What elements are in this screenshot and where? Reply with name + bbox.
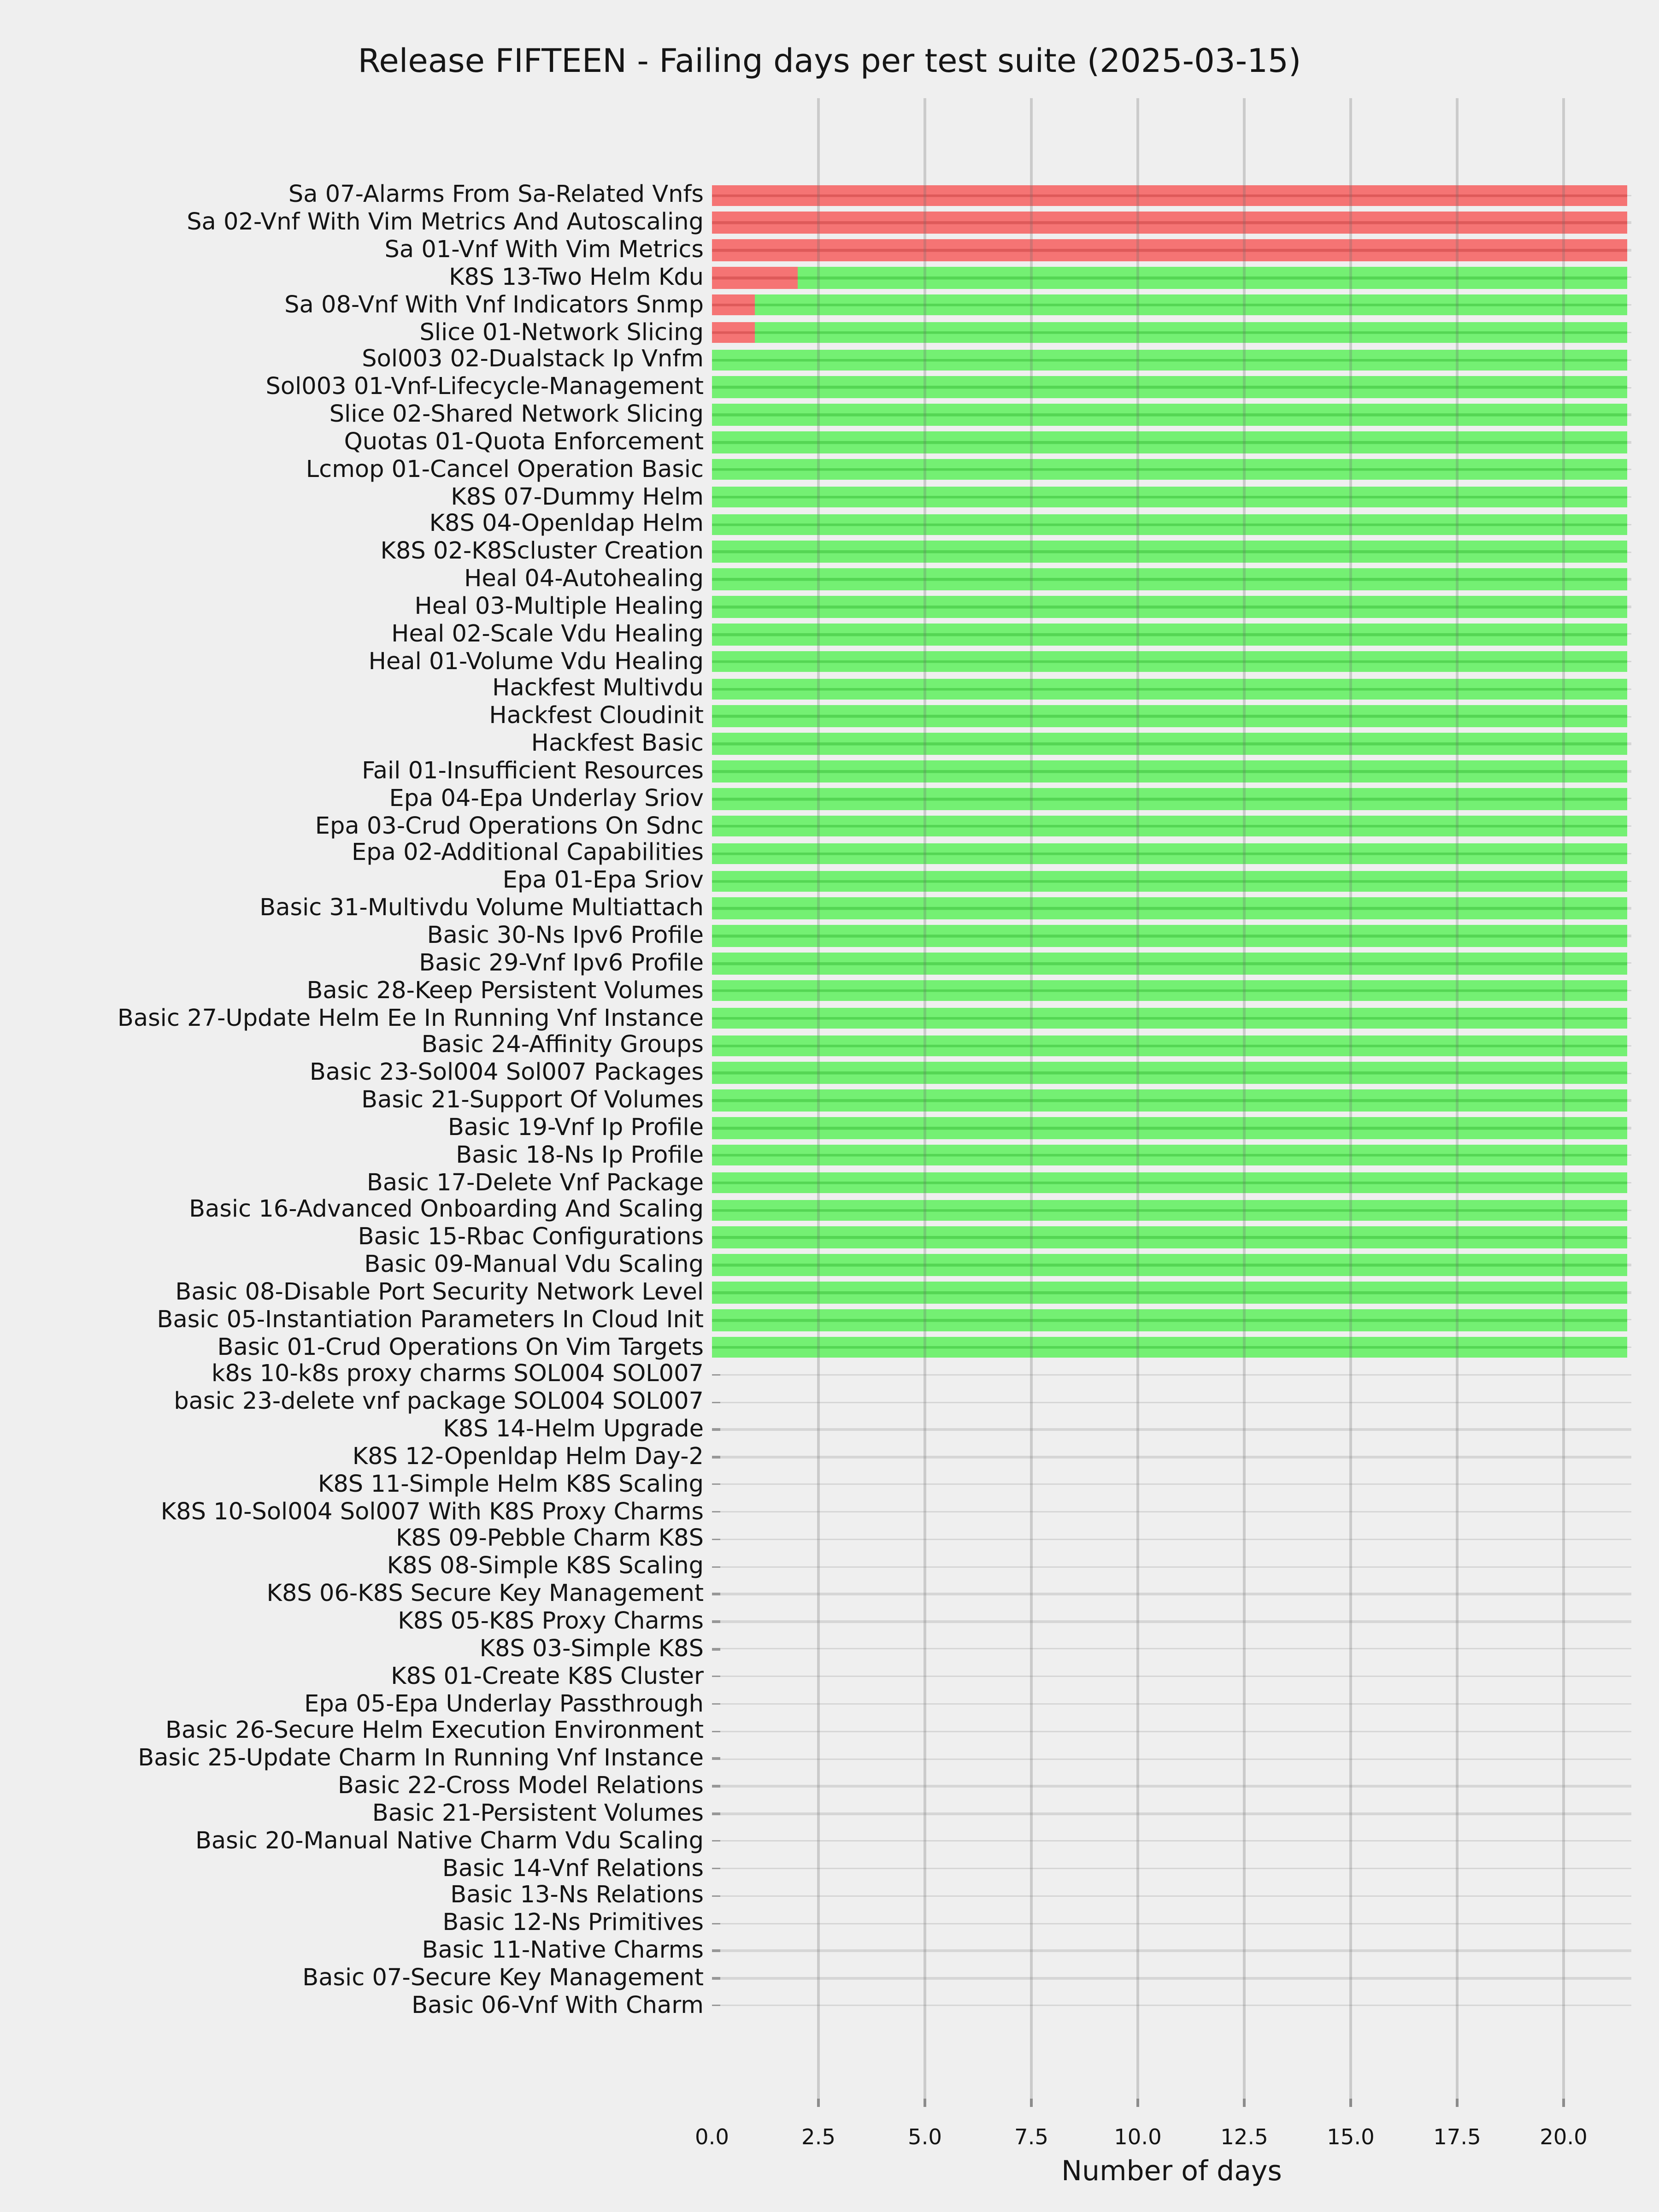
- suite-label: K8S 10-Sol004 Sol007 With K8S Proxy Charms: [160, 1498, 704, 1526]
- x-gridline: [1563, 98, 1565, 2107]
- suite-label: Basic 19-Vnf Ip Profile: [447, 1114, 704, 1142]
- bar-passing-segment: [712, 815, 1628, 837]
- y-gridline: [712, 1950, 1631, 1952]
- bar-passing-segment: [797, 267, 1628, 288]
- x-gridline: [1137, 98, 1139, 2107]
- y-gridline: [712, 1648, 1631, 1650]
- bar-passing-segment: [754, 322, 1627, 343]
- suite-label: Basic 30-Ns Ipv6 Profile: [427, 922, 704, 950]
- bar-passing-segment: [712, 788, 1628, 810]
- suite-label: Basic 08-Disable Port Security Network Level: [175, 1278, 704, 1306]
- suite-label: Lcmop 01-Cancel Operation Basic: [306, 456, 704, 484]
- suite-label: Basic 13-Ns Relations: [450, 1882, 704, 1910]
- y-tick-mark: [712, 1895, 720, 1897]
- y-gridline: [712, 2005, 1631, 2006]
- x-tick-label: 0.0: [695, 2125, 729, 2150]
- y-gridline: [712, 1566, 1631, 1568]
- y-tick-mark: [712, 1676, 720, 1677]
- x-axis-label: Number of days: [1061, 2154, 1282, 2187]
- bar-passing-segment: [712, 1200, 1628, 1221]
- y-gridline: [712, 1374, 1631, 1376]
- suite-label: basic 23-delete vnf package SOL004 SOL007: [174, 1388, 704, 1416]
- y-gridline: [712, 1895, 1631, 1897]
- suite-label: Fail 01-Insufficient Resources: [362, 757, 704, 785]
- x-gridline: [924, 98, 926, 2107]
- y-tick-mark: [712, 1840, 720, 1842]
- y-gridline: [712, 1813, 1631, 1815]
- x-gridline: [1243, 98, 1245, 2107]
- bar-passing-segment: [712, 1254, 1628, 1276]
- suite-label: Basic 15-Rbac Configurations: [358, 1224, 704, 1252]
- y-gridline: [712, 1923, 1631, 1924]
- y-gridline: [712, 1621, 1631, 1623]
- y-tick-mark: [712, 2005, 720, 2006]
- bar-passing-segment: [712, 514, 1628, 535]
- bar-failing-segment: [712, 322, 754, 343]
- x-gridline: [1456, 98, 1458, 2107]
- y-tick-mark: [712, 1511, 720, 1513]
- bar-passing-segment: [712, 1172, 1628, 1194]
- y-gridline: [712, 1840, 1631, 1842]
- x-tick-label: 7.5: [1014, 2125, 1048, 2150]
- suite-label: Heal 04-Autohealing: [464, 565, 704, 594]
- bar-passing-segment: [712, 377, 1628, 398]
- x-tick-label: 10.0: [1114, 2125, 1162, 2150]
- bar-passing-segment: [712, 624, 1628, 645]
- y-tick-mark: [712, 1429, 720, 1430]
- suite-label: Hackfest Multivdu: [492, 675, 704, 703]
- x-tick-label: 20.0: [1540, 2125, 1588, 2150]
- x-tick-label: 12.5: [1220, 2125, 1268, 2150]
- y-tick-mark: [712, 1456, 720, 1458]
- y-tick-mark: [712, 1703, 720, 1705]
- y-tick-mark: [712, 1593, 720, 1595]
- suite-label: K8S 05-K8S Proxy Charms: [398, 1607, 704, 1635]
- suite-label: Basic 09-Manual Vdu Scaling: [364, 1251, 704, 1279]
- y-tick-mark: [712, 1758, 720, 1759]
- y-tick-mark: [712, 1401, 720, 1403]
- suite-label: Basic 07-Secure Key Management: [302, 1964, 704, 1992]
- suite-label: Epa 05-Epa Underlay Passthrough: [304, 1690, 704, 1718]
- y-gridline: [712, 1785, 1631, 1787]
- suite-label: Basic 26-Secure Helm Execution Environment: [165, 1717, 704, 1745]
- suite-label: Basic 31-Multivdu Volume Multiattach: [259, 894, 704, 923]
- bar-passing-segment: [712, 486, 1628, 508]
- suite-label: K8S 09-Pebble Charm K8S: [395, 1525, 704, 1553]
- suite-label: Hackfest Basic: [531, 730, 704, 758]
- bar-passing-segment: [712, 459, 1628, 481]
- suite-label: K8S 12-Openldap Helm Day-2: [352, 1443, 704, 1471]
- y-gridline: [712, 1977, 1631, 1979]
- suite-label: Slice 02-Shared Network Slicing: [329, 401, 704, 429]
- bar-passing-segment: [712, 678, 1628, 700]
- y-gridline: [712, 1593, 1631, 1595]
- suite-label: Sol003 02-Dualstack Ip Vnfm: [362, 346, 704, 374]
- bar-passing-segment: [712, 925, 1628, 947]
- suite-label: Basic 28-Keep Persistent Volumes: [306, 977, 704, 1005]
- bar-passing-segment: [712, 706, 1628, 727]
- y-gridline: [712, 1456, 1631, 1458]
- bar-passing-segment: [712, 1336, 1628, 1358]
- y-tick-mark: [712, 1374, 720, 1376]
- bar-passing-segment: [754, 294, 1627, 316]
- plot-area: [712, 98, 1631, 2107]
- y-tick-mark: [712, 1785, 720, 1787]
- bar-passing-segment: [712, 404, 1628, 426]
- suite-label: K8S 13-Two Helm Kdu: [449, 264, 704, 292]
- bar-passing-segment: [712, 1062, 1628, 1084]
- bar-passing-segment: [712, 1282, 1628, 1303]
- bar-passing-segment: [712, 1309, 1628, 1331]
- suite-label: Basic 20-Manual Native Charm Vdu Scaling: [195, 1827, 704, 1855]
- suite-label: K8S 14-Helm Upgrade: [443, 1416, 704, 1444]
- suite-label: Basic 11-Native Charms: [422, 1937, 704, 1965]
- bar-passing-segment: [712, 431, 1628, 453]
- suite-label: Epa 04-Epa Underlay Sriov: [389, 785, 704, 813]
- suite-label: Basic 16-Advanced Onboarding And Scaling: [189, 1196, 704, 1224]
- y-gridline: [712, 1401, 1631, 1403]
- suite-label: K8S 04-Openldap Helm: [429, 511, 704, 539]
- suite-label: K8S 06-K8S Secure Key Management: [266, 1580, 704, 1608]
- y-gridline: [712, 1511, 1631, 1513]
- bar-passing-segment: [712, 953, 1628, 974]
- suite-label: Basic 21-Persistent Volumes: [372, 1800, 704, 1828]
- y-tick-mark: [712, 1867, 720, 1869]
- suite-label: Sa 08-Vnf With Vnf Indicators Snmp: [284, 291, 704, 319]
- bar-passing-segment: [712, 596, 1628, 618]
- chart-title: Release FIFTEEN - Failing days per test suite (2025-03-15): [358, 41, 1301, 80]
- x-tick-label: 5.0: [908, 2125, 942, 2150]
- bar-passing-segment: [712, 1117, 1628, 1139]
- suite-label: Epa 02-Additional Capabilities: [352, 840, 704, 868]
- suite-label: Basic 21-Support Of Volumes: [361, 1087, 704, 1115]
- suite-label: K8S 08-Simple K8S Scaling: [387, 1553, 704, 1581]
- y-gridline: [712, 1758, 1631, 1760]
- y-tick-mark: [712, 1812, 720, 1814]
- y-gridline: [712, 1483, 1631, 1485]
- bar-passing-segment: [712, 1007, 1628, 1029]
- bar-passing-segment: [712, 349, 1628, 371]
- suite-label: K8S 07-Dummy Helm: [451, 483, 704, 511]
- suite-label: Basic 25-Update Charm In Running Vnf Instance: [138, 1745, 704, 1773]
- suite-label: Quotas 01-Quota Enforcement: [344, 428, 704, 456]
- y-gridline: [712, 1703, 1631, 1705]
- suite-label: Sa 02-Vnf With Vim Metrics And Autoscaling: [187, 209, 704, 237]
- suite-label: Epa 03-Crud Operations On Sdnc: [315, 812, 704, 840]
- y-tick-mark: [712, 1538, 720, 1540]
- y-gridline: [712, 1730, 1631, 1732]
- x-gridline: [1030, 98, 1032, 2107]
- y-gridline: [712, 1538, 1631, 1540]
- bar-failing-segment: [712, 212, 1628, 234]
- suite-label: Basic 14-Vnf Relations: [442, 1854, 704, 1883]
- x-tick-label: 2.5: [801, 2125, 835, 2150]
- y-tick-mark: [712, 1730, 720, 1732]
- bar-passing-segment: [712, 898, 1628, 919]
- suite-label: Heal 02-Scale Vdu Healing: [391, 620, 704, 648]
- suite-label: Basic 23-Sol004 Sol007 Packages: [309, 1059, 704, 1087]
- y-tick-mark: [712, 1483, 720, 1485]
- x-tick-label: 15.0: [1327, 2125, 1375, 2150]
- bar-failing-segment: [712, 267, 797, 288]
- bar-failing-segment: [712, 240, 1628, 261]
- suite-label: Basic 24-Affinity Groups: [421, 1031, 704, 1059]
- bar-passing-segment: [712, 1035, 1628, 1057]
- suite-label: Heal 03-Multiple Healing: [414, 593, 704, 621]
- y-gridline: [712, 1868, 1631, 1870]
- suite-label: Heal 01-Volume Vdu Healing: [368, 647, 704, 676]
- suite-label: Basic 22-Cross Model Relations: [337, 1772, 704, 1800]
- bar-passing-segment: [712, 980, 1628, 1002]
- bar-passing-segment: [712, 871, 1628, 892]
- suite-label: Basic 01-Crud Operations On Vim Targets: [217, 1333, 704, 1361]
- suite-label: Slice 01-Network Slicing: [419, 318, 704, 347]
- x-tick-label: 17.5: [1433, 2125, 1481, 2150]
- suite-label: Sa 07-Alarms From Sa-Related Vnfs: [288, 181, 704, 209]
- y-gridline: [712, 1676, 1631, 1677]
- suite-label: K8S 01-Create K8S Cluster: [391, 1662, 704, 1690]
- suite-label: Basic 12-Ns Primitives: [442, 1909, 704, 1937]
- suite-label: K8S 11-Simple Helm K8S Scaling: [318, 1471, 704, 1499]
- suite-label: Basic 06-Vnf With Charm: [412, 1992, 704, 2020]
- suite-label: Sa 01-Vnf With Vim Metrics: [384, 236, 704, 264]
- bar-passing-segment: [712, 733, 1628, 755]
- y-gridline: [712, 1429, 1631, 1430]
- bar-failing-segment: [712, 294, 754, 316]
- suite-label: K8S 03-Simple K8S: [479, 1635, 704, 1663]
- suite-label: Sol003 01-Vnf-Lifecycle-Management: [265, 373, 704, 401]
- bar-passing-segment: [712, 651, 1628, 672]
- bar-passing-segment: [712, 1145, 1628, 1166]
- bar-passing-segment: [712, 843, 1628, 865]
- bar-passing-segment: [712, 541, 1628, 563]
- suite-label: Basic 17-Delete Vnf Package: [366, 1169, 704, 1197]
- suite-label: Epa 01-Epa Sriov: [502, 867, 704, 895]
- x-gridline: [818, 98, 819, 2107]
- bar-passing-segment: [712, 569, 1628, 590]
- bar-passing-segment: [712, 1227, 1628, 1248]
- suite-label: K8S 02-K8Scluster Creation: [380, 538, 704, 566]
- suite-label: Hackfest Cloudinit: [489, 702, 704, 730]
- bar-failing-segment: [712, 185, 1628, 206]
- x-gridline: [1350, 98, 1352, 2107]
- y-tick-mark: [712, 1950, 720, 1952]
- y-tick-mark: [712, 1923, 720, 1924]
- y-tick-mark: [712, 1977, 720, 1979]
- y-tick-mark: [712, 1621, 720, 1623]
- bar-passing-segment: [712, 760, 1628, 782]
- y-tick-mark: [712, 1566, 720, 1568]
- suite-label: Basic 29-Vnf Ipv6 Profile: [419, 949, 704, 977]
- y-tick-mark: [712, 1648, 720, 1650]
- suite-label: Basic 27-Update Helm Ee In Running Vnf Instance: [117, 1004, 704, 1032]
- suite-label: Basic 05-Instantiation Parameters In Cloud Init: [157, 1306, 704, 1334]
- suite-label: k8s 10-k8s proxy charms SOL004 SOL007: [211, 1361, 704, 1389]
- bar-passing-segment: [712, 1090, 1628, 1112]
- suite-label: Basic 18-Ns Ip Profile: [456, 1141, 704, 1170]
